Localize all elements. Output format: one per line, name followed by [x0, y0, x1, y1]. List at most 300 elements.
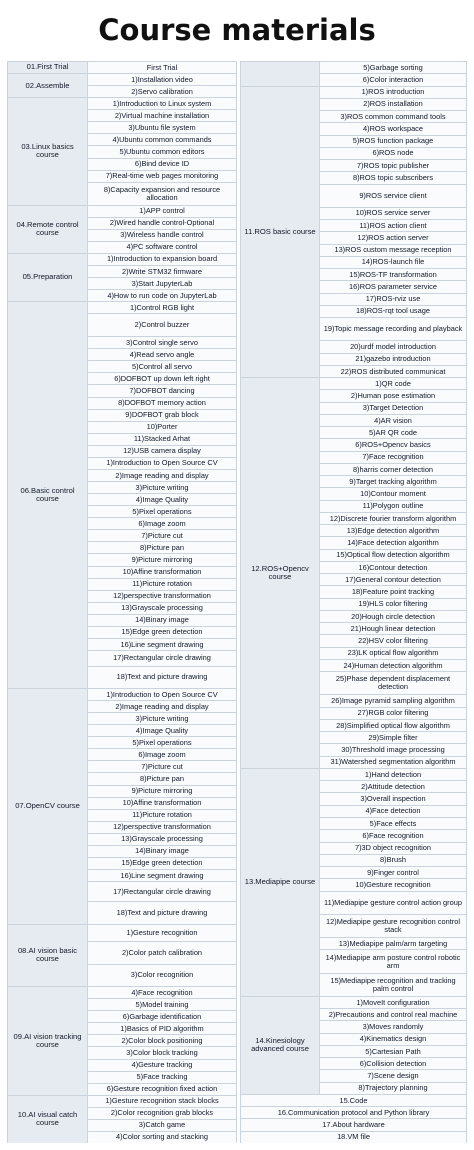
- course-item: [320, 354, 466, 365]
- course-item: [88, 110, 236, 121]
- course-item-label: 8)Capacity expansion and resource allocation: [103, 184, 221, 202]
- course-item-label: 1)Gesture recognition: [126, 928, 198, 938]
- course-item-label: 7)ROS topic publisher: [356, 160, 430, 170]
- course-item-label: 4)Image Quality: [135, 725, 189, 735]
- course-item: [88, 627, 236, 638]
- course-item: [320, 172, 466, 183]
- course-item: [320, 306, 466, 317]
- course-item-label: 2)Precautions and control real machine: [328, 1009, 458, 1019]
- course-item: [320, 464, 466, 475]
- course-item-label: 3)Wireless handle control: [120, 230, 204, 240]
- course-item: [88, 183, 236, 205]
- course-item-label: 8)DOFBOT memory action: [118, 398, 206, 408]
- course-item-label: 10)Affine transformation: [122, 567, 202, 577]
- course-item-label: 17)General contour detection: [345, 574, 441, 584]
- course-item: [88, 1072, 236, 1083]
- course-item-label: 17)ROS-rviz use: [365, 294, 421, 304]
- course-item: [88, 361, 236, 372]
- course-item: [88, 1108, 236, 1119]
- course-item: [320, 281, 466, 292]
- course-item-label: 5)Model training: [135, 999, 189, 1009]
- course-item-label: 14)Face detection algorithm: [347, 538, 439, 548]
- course-item-label: 11)Polygon outline: [362, 501, 424, 511]
- course-item: [88, 725, 236, 736]
- course-item: [88, 1096, 236, 1107]
- course-item: [88, 302, 236, 313]
- course-item: [320, 123, 466, 134]
- course-item-label: 13)Grayscale processing: [121, 834, 203, 844]
- course-item: [88, 999, 236, 1010]
- course-item: [320, 403, 466, 414]
- course-item-label: 31)Watershed segmentation algorithm: [330, 757, 456, 767]
- course-item: [88, 482, 236, 493]
- section-label: 14.Kinesiology advanced course: [251, 1036, 309, 1054]
- course-item: [320, 1009, 466, 1020]
- course-item: [88, 458, 236, 469]
- course-item: [320, 672, 466, 694]
- course-item: [320, 997, 466, 1008]
- course-item: [320, 111, 466, 122]
- course-item-label: 3)Start JupyterLab: [131, 278, 193, 288]
- course-item: [320, 843, 466, 854]
- course-item-label: 10)ROS service server: [355, 208, 431, 218]
- course-item-label: 3)Control single servo: [126, 337, 198, 347]
- course-item: [320, 708, 466, 719]
- course-item: [320, 390, 466, 401]
- section-label: 01.First Trial: [26, 62, 69, 72]
- course-item: [320, 185, 466, 207]
- course-item: [320, 830, 466, 841]
- course-item-label: 4)AR vision: [374, 415, 412, 425]
- section-label: 05.Preparation: [22, 272, 73, 282]
- course-standalone-item: [241, 1095, 466, 1106]
- course-item: [88, 494, 236, 505]
- course-item: [320, 537, 466, 548]
- section-label: 07.OpenCV course: [15, 801, 80, 811]
- course-item-label: 6)Gesture recognition fixed action: [106, 1084, 218, 1094]
- course-item-label: 4)Read servo angle: [129, 349, 195, 359]
- course-item: [88, 349, 236, 360]
- course-item-label: 17.About hardware: [322, 1120, 385, 1130]
- course-item-label: 7)Picture cut: [141, 530, 183, 540]
- section-label: 08.AI vision basic course: [17, 946, 78, 964]
- course-item-label: 14)Mediapipe arm posture control robotic arm: [325, 952, 461, 970]
- course-item-label: 9)ROS service client: [359, 190, 427, 200]
- course-item-label: 18.VM file: [337, 1132, 370, 1142]
- course-item: [320, 136, 466, 147]
- section-06-basic-control-course: [8, 302, 87, 688]
- course-item-label: 18)Feature point tracking: [351, 587, 435, 597]
- course-item: [88, 822, 236, 833]
- course-table-right: [240, 61, 467, 1143]
- course-item-label: 29)Simple filter: [368, 732, 418, 742]
- course-item-label: 12)Discrete fourier transform algorithm: [329, 513, 457, 523]
- course-item: [88, 146, 236, 157]
- course-item-label: 9)Picture mirroring: [131, 555, 193, 565]
- course-item-label: 4)ROS workspace: [363, 123, 423, 133]
- course-item-label: 11)Picture rotation: [132, 579, 192, 589]
- course-item-label: 6)Collision detection: [359, 1058, 427, 1068]
- course-item-label: 16)ROS parameter service: [349, 281, 437, 291]
- course-item: [320, 160, 466, 171]
- course-item: [88, 603, 236, 614]
- course-item-label: 12)USB camera display: [123, 446, 201, 456]
- course-item-label: 1)Introduction to Open Source CV: [106, 689, 218, 699]
- course-item: [88, 230, 236, 241]
- course-item-label: 2)Attitude detection: [361, 781, 425, 791]
- course-item: [320, 818, 466, 829]
- course-item: [88, 122, 236, 133]
- course-item-label: 5)Face tracking: [136, 1072, 188, 1082]
- course-item: [88, 385, 236, 396]
- course-item-label: 15)Mediapipe recognition and tracking palm control: [330, 975, 456, 993]
- course-item: [320, 427, 466, 438]
- course-item-label: 4)Gesture tracking: [131, 1060, 193, 1070]
- course-item-label: 1)Installation video: [131, 74, 193, 84]
- course-item: [320, 257, 466, 268]
- course-item-label: 12)ROS action server: [357, 232, 429, 242]
- course-item: [320, 208, 466, 219]
- course-item-label: 1)Hand detection: [364, 769, 422, 779]
- course-item: [320, 294, 466, 305]
- course-item-label: 13)ROS custom message reception: [334, 245, 452, 255]
- section-label: 04.Remote control course: [16, 220, 79, 238]
- course-item: [320, 269, 466, 280]
- course-item: [88, 858, 236, 869]
- course-item: [88, 434, 236, 445]
- course-item-label: 9)Target tracking algorithm: [349, 476, 437, 486]
- course-item-label: 9)DOFBOT grab block: [125, 410, 199, 420]
- course-item-label: 5)ROS function package: [352, 136, 434, 146]
- course-item-label: 15.Code: [339, 1095, 368, 1105]
- course-item: [88, 1060, 236, 1071]
- section-label: 09.AI vision tracking course: [13, 1031, 82, 1049]
- section-11-ros-basic-course: [241, 87, 319, 378]
- course-item: [320, 318, 466, 340]
- course-item-label: 20)urdf model introduction: [350, 342, 436, 352]
- course-item-label: 11)Stacked Arhat: [133, 434, 191, 444]
- course-item: [320, 599, 466, 610]
- course-item: [320, 781, 466, 792]
- course-item-label: 4)How to run code on JupyterLab: [107, 290, 217, 300]
- section-14-kinesiology-advanced-course: [241, 997, 319, 1094]
- course-item: [88, 159, 236, 170]
- section-label: 10.AI visual catch course: [17, 1110, 78, 1128]
- course-item-label: 2)Color recognition grab blocks: [110, 1108, 214, 1118]
- course-item: [88, 667, 236, 688]
- course-item: [320, 232, 466, 243]
- course-item: [88, 902, 236, 923]
- course-item-label: 25)Phase dependent displacement detection: [335, 674, 451, 692]
- course-item-label: 5)Cartesian Path: [365, 1046, 421, 1056]
- course-item: [320, 476, 466, 487]
- course-item: [88, 701, 236, 712]
- course-item: [320, 757, 466, 768]
- course-item: [320, 220, 466, 231]
- course-item-label: 8)harris corner detection: [352, 464, 434, 474]
- course-item-label: 10)Gesture recognition: [355, 879, 431, 889]
- course-item-label: 4)Ubuntu common commands: [112, 134, 212, 144]
- course-standalone-item: [241, 1132, 466, 1143]
- course-standalone-item: [320, 74, 466, 85]
- section-09-ai-vision-tracking-course: [8, 987, 87, 1095]
- course-item: [88, 1035, 236, 1046]
- course-item: [88, 870, 236, 881]
- course-item: [88, 965, 236, 986]
- course-item-label: 20)Hough circle detection: [351, 611, 435, 621]
- course-item-label: 5)Ubuntu common editors: [119, 147, 205, 157]
- course-item: [88, 737, 236, 748]
- course-item-label: 6)DOFBOT up down left right: [114, 373, 210, 383]
- course-item-label: 7)Scene design: [367, 1071, 419, 1081]
- course-item-label: 5)Face effects: [369, 818, 417, 828]
- course-item-label: 15)Edge green detection: [121, 627, 203, 637]
- course-item-label: 2)Wired handle control-Optional: [109, 218, 215, 228]
- course-item: [320, 562, 466, 573]
- course-item: [88, 134, 236, 145]
- course-item: [88, 615, 236, 626]
- course-item-label: 3)Target Detection: [362, 403, 424, 413]
- course-item: [320, 974, 466, 996]
- course-item-label: 21)gazebo introduction: [355, 354, 431, 364]
- course-item: [88, 761, 236, 772]
- course-item: [88, 337, 236, 348]
- section-05-preparation: [8, 254, 87, 301]
- course-item-label: 16.Communication protocol and Python library: [277, 1107, 430, 1117]
- course-item: [88, 591, 236, 602]
- course-item-label: 12)perspective transformation: [113, 822, 211, 832]
- course-item: [88, 218, 236, 229]
- course-item: [88, 834, 236, 845]
- course-item-label: 1)Basics of PID algorithm: [120, 1023, 204, 1033]
- course-item-label: 4)Face detection: [365, 806, 421, 816]
- course-item-label: 1)APP control: [139, 206, 185, 216]
- course-item: [88, 773, 236, 784]
- course-item: [88, 171, 236, 182]
- course-item-label: 18)Text and picture drawing: [116, 908, 208, 918]
- course-item: [88, 206, 236, 217]
- course-item: [320, 488, 466, 499]
- course-table-left: [7, 61, 237, 1143]
- course-item-label: 4)Face recognition: [131, 987, 193, 997]
- course-item: [320, 513, 466, 524]
- course-item-label: 19)HLS color filtering: [358, 599, 428, 609]
- course-item-label: 11)Mediapipe gesture control action group: [324, 897, 462, 907]
- course-item: [88, 410, 236, 421]
- course-item-label: 1)Introduction to Open Source CV: [106, 458, 218, 468]
- course-item: [320, 793, 466, 804]
- course-item-label: 4)Color sorting and stacking: [115, 1132, 209, 1142]
- course-item-label: First Trial: [146, 62, 178, 72]
- course-item-label: 2)Color block positioning: [121, 1035, 203, 1045]
- course-item-label: 3)Color block tracking: [126, 1048, 198, 1057]
- course-item: [88, 266, 236, 277]
- course-item: [320, 769, 466, 780]
- course-item-label: 4)Image Quality: [135, 494, 189, 504]
- section-10-ai-visual-catch-course: [8, 1096, 87, 1143]
- course-item: [320, 732, 466, 743]
- course-item: [88, 1084, 236, 1095]
- course-item: [88, 62, 236, 73]
- course-item: [88, 798, 236, 809]
- course-item-label: 17)Rectangular circle drawing: [113, 886, 211, 896]
- course-item-label: 2)Image reading and display: [115, 701, 209, 711]
- course-item: [320, 720, 466, 731]
- section-02-assemble: [8, 74, 87, 97]
- course-item-label: 3)Overall inspection: [360, 794, 426, 804]
- course-item: [320, 1021, 466, 1032]
- course-item: [88, 1023, 236, 1034]
- course-item-label: 8)Picture pan: [140, 774, 184, 783]
- course-item-label: 8)ROS topic subscribers: [352, 172, 434, 182]
- course-item: [320, 452, 466, 463]
- course-item: [320, 439, 466, 450]
- course-item-label: 27)RGB color filtering: [357, 708, 429, 718]
- course-item-label: 8)Trajectory planning: [358, 1083, 428, 1093]
- section-07-opencv-course: [8, 689, 87, 924]
- course-item: [320, 806, 466, 817]
- course-item-label: 5)Garbage sorting: [363, 62, 423, 72]
- course-item: [88, 689, 236, 700]
- course-item: [320, 892, 466, 914]
- course-item: [320, 501, 466, 512]
- course-item: [88, 86, 236, 97]
- course-item-label: 2)Image reading and display: [115, 470, 209, 480]
- course-item: [320, 586, 466, 597]
- course-item-label: 6)Color interaction: [362, 74, 424, 84]
- section-label: 02.Assemble: [25, 80, 70, 90]
- course-item-label: 16)Contour detection: [358, 562, 428, 572]
- course-item: [88, 470, 236, 481]
- course-item: [320, 695, 466, 706]
- course-item: [88, 942, 236, 963]
- course-standalone-item: [241, 1107, 466, 1118]
- course-item: [88, 810, 236, 821]
- course-item-label: 11)ROS action client: [359, 220, 427, 230]
- course-item-label: 7)3D object recognition: [354, 843, 431, 853]
- course-item: [320, 635, 466, 646]
- page-title: Course materials: [98, 13, 376, 47]
- course-item: [88, 567, 236, 578]
- course-item-label: 11)Picture rotation: [132, 810, 192, 820]
- course-item-label: 2)ROS installation: [363, 99, 423, 109]
- course-item-label: 6)Bind device ID: [134, 159, 190, 169]
- course-item: [88, 1047, 236, 1058]
- course-item-label: 6)Face recognition: [362, 830, 424, 840]
- course-item: [320, 744, 466, 755]
- course-item: [88, 518, 236, 529]
- course-item-label: 14)Binary image: [135, 846, 189, 856]
- course-item: [320, 415, 466, 426]
- section-label: 12.ROS+Opencv course: [251, 563, 309, 582]
- course-item-label: 3)Catch game: [138, 1120, 186, 1130]
- course-item: [88, 1120, 236, 1131]
- course-item: [88, 639, 236, 650]
- course-item-label: 22)ROS distributed communicat: [340, 366, 446, 376]
- course-item-label: 15)ROS-TF transformation: [349, 269, 437, 279]
- course-item-label: 16)Line segment drawing: [120, 870, 204, 880]
- course-item-label: 3)Ubuntu file system: [128, 122, 196, 132]
- course-item: [88, 846, 236, 857]
- course-item-label: 2)Servo calibration: [131, 86, 193, 96]
- course-item-label: 6)ROS node: [372, 148, 414, 158]
- course-item-label: 1)Introduction to expansion board: [106, 254, 218, 264]
- course-item: [320, 1070, 466, 1081]
- course-item-label: 13)Edge detection algorithm: [346, 525, 440, 535]
- course-item: [88, 579, 236, 590]
- course-item: [320, 574, 466, 585]
- course-item: [320, 1083, 466, 1094]
- course-item: [88, 925, 236, 942]
- course-item-label: 13)Mediapipe palm/arm targeting: [338, 938, 448, 948]
- course-item-label: 16)Line segment drawing: [120, 639, 204, 649]
- course-item-label: 7)Picture cut: [141, 761, 183, 771]
- course-item-label: 12)Mediapipe gesture recognition control stack: [326, 917, 460, 934]
- course-item-label: 1)Gesture recognition stack blocks: [105, 1096, 219, 1106]
- course-item-label: 3)Color recognition: [130, 970, 194, 980]
- course-item: [88, 530, 236, 541]
- course-item-label: 2)Virtual machine installation: [114, 110, 210, 120]
- course-item-label: 4)PC software control: [126, 242, 198, 252]
- course-item: [88, 446, 236, 457]
- course-item-label: 10)Porter: [146, 422, 178, 432]
- course-item-label: 6)Image zoom: [138, 749, 186, 759]
- course-item: [88, 422, 236, 433]
- course-item-label: 1)Control RGB light: [129, 302, 195, 312]
- course-item: [320, 87, 466, 98]
- course-item-label: 12)perspective transformation: [113, 591, 211, 601]
- course-item: [320, 1046, 466, 1057]
- course-item: [88, 651, 236, 666]
- section-04-remote-control-course: [8, 206, 87, 253]
- course-item: [320, 950, 466, 972]
- course-item: [88, 242, 236, 253]
- course-item: [88, 987, 236, 998]
- course-item-label: 3)Picture writing: [135, 482, 189, 492]
- course-item: [320, 378, 466, 389]
- course-item: [320, 341, 466, 352]
- course-item-label: 14)Binary image: [135, 615, 189, 625]
- course-item: [88, 1011, 236, 1022]
- course-item-label: 7)Face recognition: [362, 452, 424, 462]
- course-item: [88, 74, 236, 85]
- course-item: [320, 938, 466, 949]
- section-13-mediapipe-course: [241, 769, 319, 996]
- section-label: 06.Basic control course: [20, 485, 75, 504]
- course-item: [320, 366, 466, 377]
- course-item-label: 6)Image zoom: [138, 518, 186, 528]
- course-item-label: 9)Picture mirroring: [131, 786, 193, 796]
- course-item: [320, 867, 466, 878]
- course-item-label: 6)ROS+Opencv basics: [355, 440, 431, 450]
- course-item: [88, 254, 236, 265]
- course-item: [88, 278, 236, 289]
- course-item: [88, 290, 236, 301]
- section-label: 13.Mediapipe course: [244, 877, 316, 887]
- section-continued: [241, 62, 319, 86]
- course-item-label: 2)Write STM32 firmware: [122, 266, 202, 276]
- course-item-label: 17)Rectangular circle drawing: [113, 653, 211, 663]
- section-01-first-trial: [8, 62, 87, 73]
- course-item: [320, 245, 466, 256]
- section-03-linux-basics-course: [8, 98, 87, 204]
- course-standalone-item: [241, 1119, 466, 1130]
- course-standalone-item: [320, 62, 466, 73]
- course-item-label: 13)Grayscale processing: [121, 603, 203, 613]
- course-item-label: 15)Optical flow detection algorithm: [336, 550, 450, 560]
- course-item-label: 5)AR QR code: [368, 427, 418, 437]
- course-item-label: 6)Garbage identification: [122, 1011, 202, 1021]
